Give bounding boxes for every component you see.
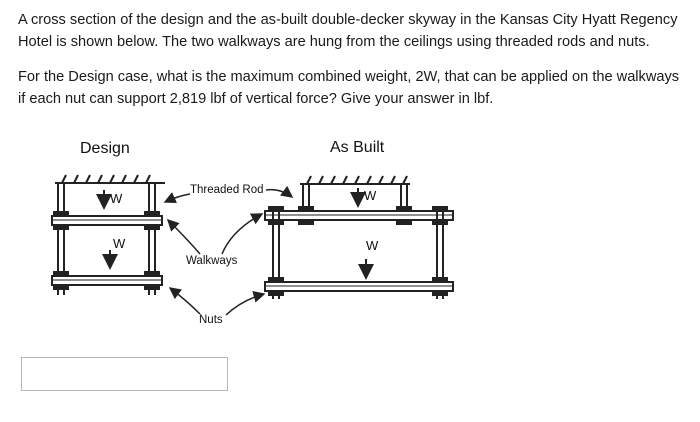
answer-input[interactable] [21, 357, 228, 391]
design-lower-walkway [52, 276, 162, 285]
walkways-callout-arrows [168, 214, 262, 254]
question-prompt: For the Design case, what is the maximum combined weight, 2W, that can be applied on the walkways if each nut can support 2,819 lbf of vertical force? Give your answer in lbf. [18, 69, 680, 107]
as-built-upper-walkway [265, 211, 453, 220]
design-lower-load-label: W [113, 236, 126, 251]
as-built-label: As Built [330, 139, 385, 156]
nuts-callout-arrows [170, 288, 264, 315]
question-intro: A cross section of the design and the as-built double-decker skyway in the Kansas City Hyatt Regency Hotel is shown below. The two walkways are hung from the ceilings using threaded rods and nuts. [18, 12, 678, 50]
as-built-lower-load-label: W [366, 238, 379, 253]
as-built-ceiling [300, 176, 410, 184]
design-upper-load-label: W [110, 191, 123, 206]
design-upper-walkway [52, 216, 162, 225]
threaded-rod-callout: Threaded Rod [190, 184, 264, 196]
as-built-lower-walkway [265, 282, 453, 291]
walkways-callout: Walkways [186, 255, 238, 267]
as-built-upper-load-label: W [364, 188, 377, 203]
design-label: Design [80, 140, 130, 157]
nuts-callout: Nuts [199, 314, 223, 326]
design-ceiling [55, 175, 165, 183]
